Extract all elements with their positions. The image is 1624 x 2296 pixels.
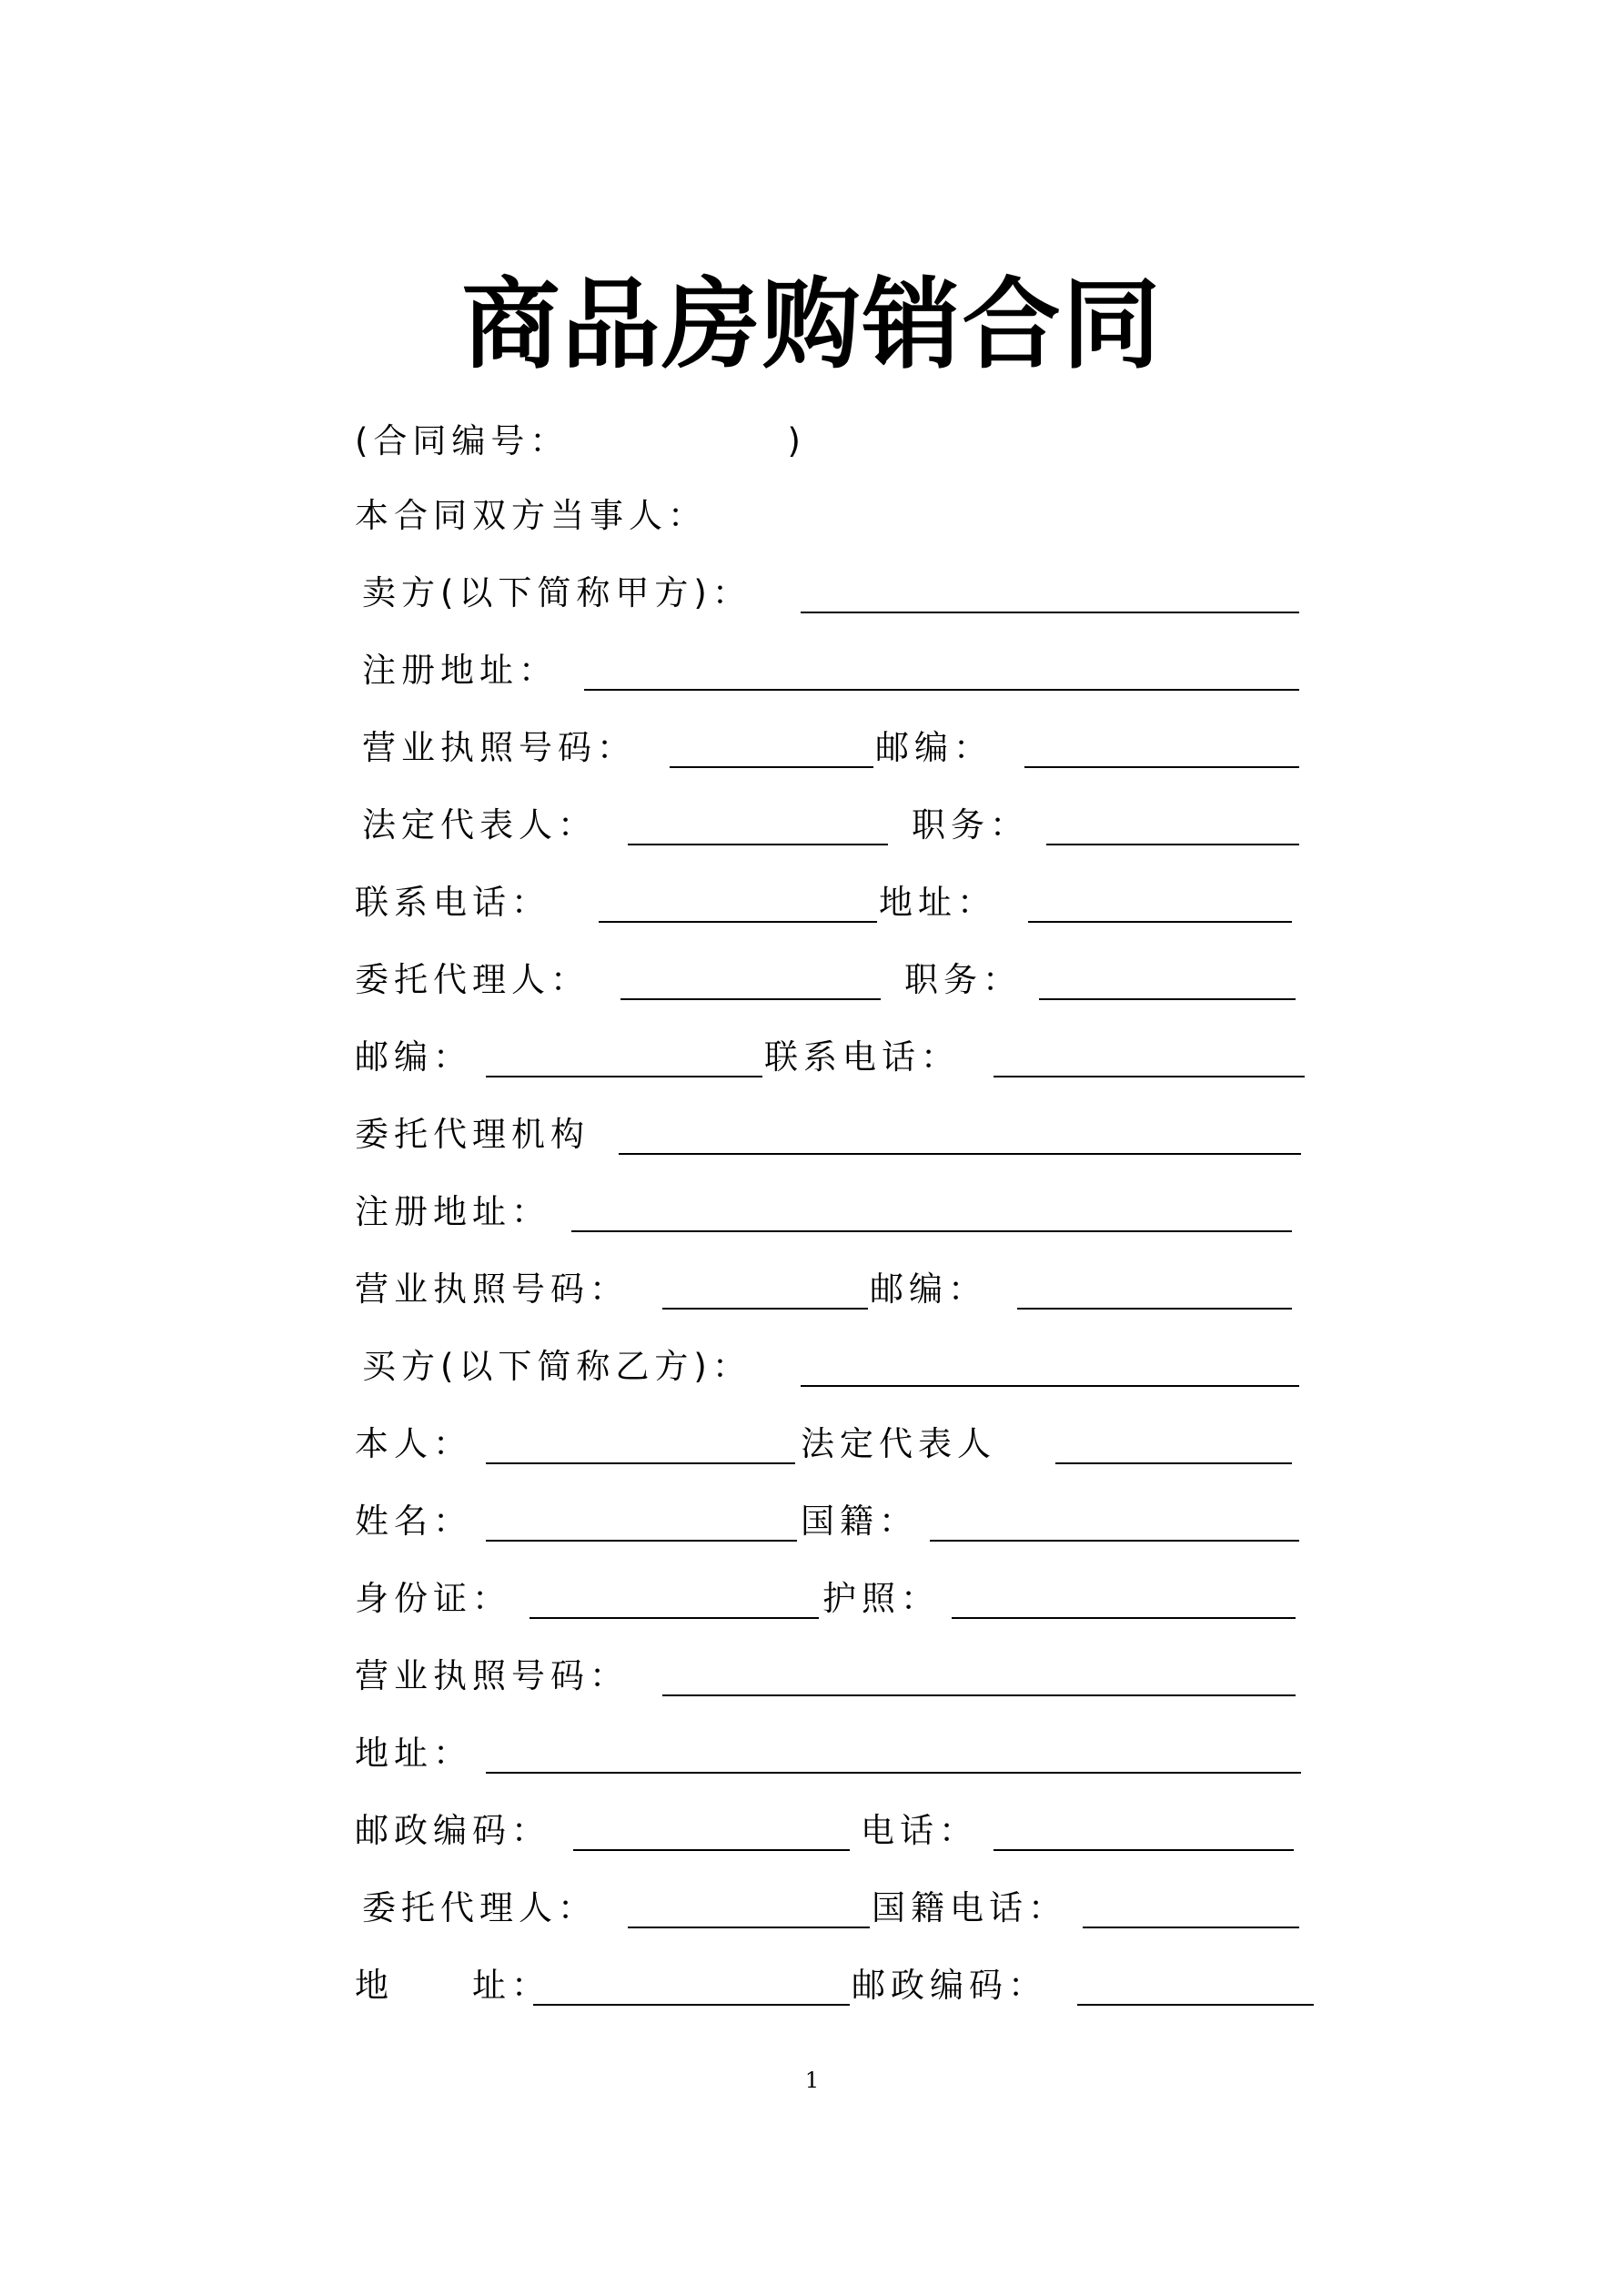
seller-agent-phone-blank[interactable] — [994, 1076, 1305, 1077]
buyer-legal-rep-blank[interactable] — [1055, 1462, 1292, 1464]
buyer-license-blank[interactable] — [662, 1694, 1296, 1696]
seller-license-blank[interactable] — [670, 766, 873, 768]
seller-position-label: 职务： — [912, 805, 1029, 845]
buyer-agent-address-label: 地 址： — [355, 1966, 550, 2005]
seller-registered-address-row — [355, 643, 1319, 698]
parties-heading-row — [355, 489, 1319, 543]
agency-registered-address-row — [355, 1185, 1319, 1239]
agency-blank[interactable] — [619, 1153, 1301, 1155]
buyer-agent-blank[interactable] — [628, 1927, 870, 1928]
seller-license-label: 营业执照号码： — [362, 728, 636, 767]
buyer-self-label: 本人： — [355, 1424, 472, 1463]
buyer-license-row — [355, 1649, 1319, 1704]
buyer-agent-row — [355, 1881, 1319, 1936]
seller-label: 卖方(以下简称甲方)： — [362, 573, 751, 612]
buyer-postcode-row — [355, 1804, 1319, 1858]
seller-phone-blank[interactable] — [599, 921, 877, 923]
seller-postcode-label: 邮编： — [875, 728, 993, 767]
buyer-address-blank[interactable] — [486, 1772, 1301, 1774]
buyer-agent-nat-phone-label: 国籍电话： — [872, 1888, 1067, 1927]
agency-license-row — [355, 1262, 1319, 1317]
buyer-postcode-label: 邮政编码： — [355, 1811, 550, 1850]
buyer-agent-postcode-blank[interactable] — [1077, 2004, 1314, 2006]
seller-agent-phone-label: 联系电话： — [764, 1037, 960, 1077]
agency-license-blank[interactable] — [662, 1308, 868, 1310]
buyer-id-row — [355, 1572, 1319, 1626]
buyer-license-label: 营业执照号码： — [355, 1656, 629, 1695]
seller-agent-row — [355, 953, 1319, 1007]
contract-number-prefix: (合同编号： — [355, 421, 570, 460]
seller-agent-postcode-blank[interactable] — [486, 1076, 762, 1077]
seller-agent-position-label: 职务： — [904, 960, 1022, 999]
seller-position-blank[interactable] — [1046, 844, 1299, 845]
buyer-agent-nat-phone-blank[interactable] — [1083, 1927, 1299, 1928]
buyer-name-label: 姓名： — [355, 1502, 472, 1541]
seller-agent-label: 委托代理人： — [355, 960, 590, 999]
seller-agent-position-blank[interactable] — [1039, 998, 1296, 1000]
agency-license-label: 营业执照号码： — [355, 1269, 629, 1309]
seller-legal-rep-label: 法定代表人： — [362, 805, 597, 845]
buyer-address-label: 地址： — [355, 1734, 472, 1773]
agency-postcode-blank[interactable] — [1017, 1308, 1292, 1310]
buyer-name-blank[interactable] — [801, 1385, 1299, 1387]
page-number: 1 — [804, 2068, 820, 2093]
seller-postcode-blank[interactable] — [1024, 766, 1299, 768]
agency-registered-address-blank[interactable] — [571, 1230, 1292, 1232]
buyer-nationality-label: 国籍： — [801, 1502, 918, 1541]
buyer-legal-rep-label: 法定代表人 — [801, 1424, 996, 1463]
buyer-self-blank[interactable] — [486, 1462, 795, 1464]
agency-postcode-label: 邮编： — [870, 1269, 987, 1309]
seller-phone-label: 联系电话： — [355, 883, 550, 922]
buyer-self-row — [355, 1417, 1319, 1472]
buyer-person-name-blank[interactable] — [486, 1540, 797, 1542]
buyer-passport-label: 护照： — [822, 1579, 940, 1618]
buyer-agent-label: 委托代理人： — [362, 1888, 597, 1927]
buyer-name-row — [355, 1494, 1319, 1549]
seller-address-label: 地址： — [879, 883, 996, 922]
seller-agent-postcode-label: 邮编： — [355, 1037, 472, 1077]
buyer-agent-postcode-label: 邮政编码： — [852, 1966, 1047, 2005]
buyer-id-card-blank[interactable] — [530, 1617, 819, 1619]
seller-phone-row — [355, 875, 1319, 930]
buyer-phone-label: 电话： — [861, 1811, 978, 1850]
seller-registered-address-label: 注册地址： — [362, 651, 558, 690]
seller-row — [355, 566, 1319, 621]
buyer-agent-address-blank[interactable] — [533, 2004, 850, 2006]
seller-address-blank[interactable] — [1028, 921, 1292, 923]
agency-row — [355, 1108, 1319, 1162]
buyer-id-card-label: 身份证： — [355, 1579, 511, 1618]
buyer-agent-address-row — [355, 1958, 1319, 2013]
contract-number-suffix: ) — [787, 421, 806, 460]
document-title: 商品房购销合同 — [461, 268, 1163, 382]
seller-registered-address-blank[interactable] — [584, 689, 1299, 691]
seller-license-row — [355, 721, 1319, 775]
buyer-passport-blank[interactable] — [952, 1617, 1296, 1619]
parties-heading: 本合同双方当事人： — [355, 496, 707, 535]
agency-label: 委托代理机构 — [355, 1115, 590, 1154]
seller-legal-rep-row — [355, 798, 1319, 853]
buyer-phone-blank[interactable] — [994, 1849, 1294, 1851]
seller-agent-contact-row — [355, 1030, 1319, 1085]
buyer-label: 买方(以下简称乙方)： — [362, 1347, 751, 1386]
seller-legal-rep-blank[interactable] — [628, 844, 888, 845]
buyer-row — [355, 1340, 1319, 1394]
buyer-postcode-blank[interactable] — [573, 1849, 850, 1851]
agency-registered-address-label: 注册地址： — [355, 1192, 550, 1231]
contract-number-line — [355, 414, 806, 469]
seller-name-blank[interactable] — [801, 612, 1299, 613]
buyer-address-row — [355, 1726, 1319, 1781]
seller-agent-blank[interactable] — [620, 998, 881, 1000]
buyer-nationality-blank[interactable] — [930, 1540, 1299, 1542]
